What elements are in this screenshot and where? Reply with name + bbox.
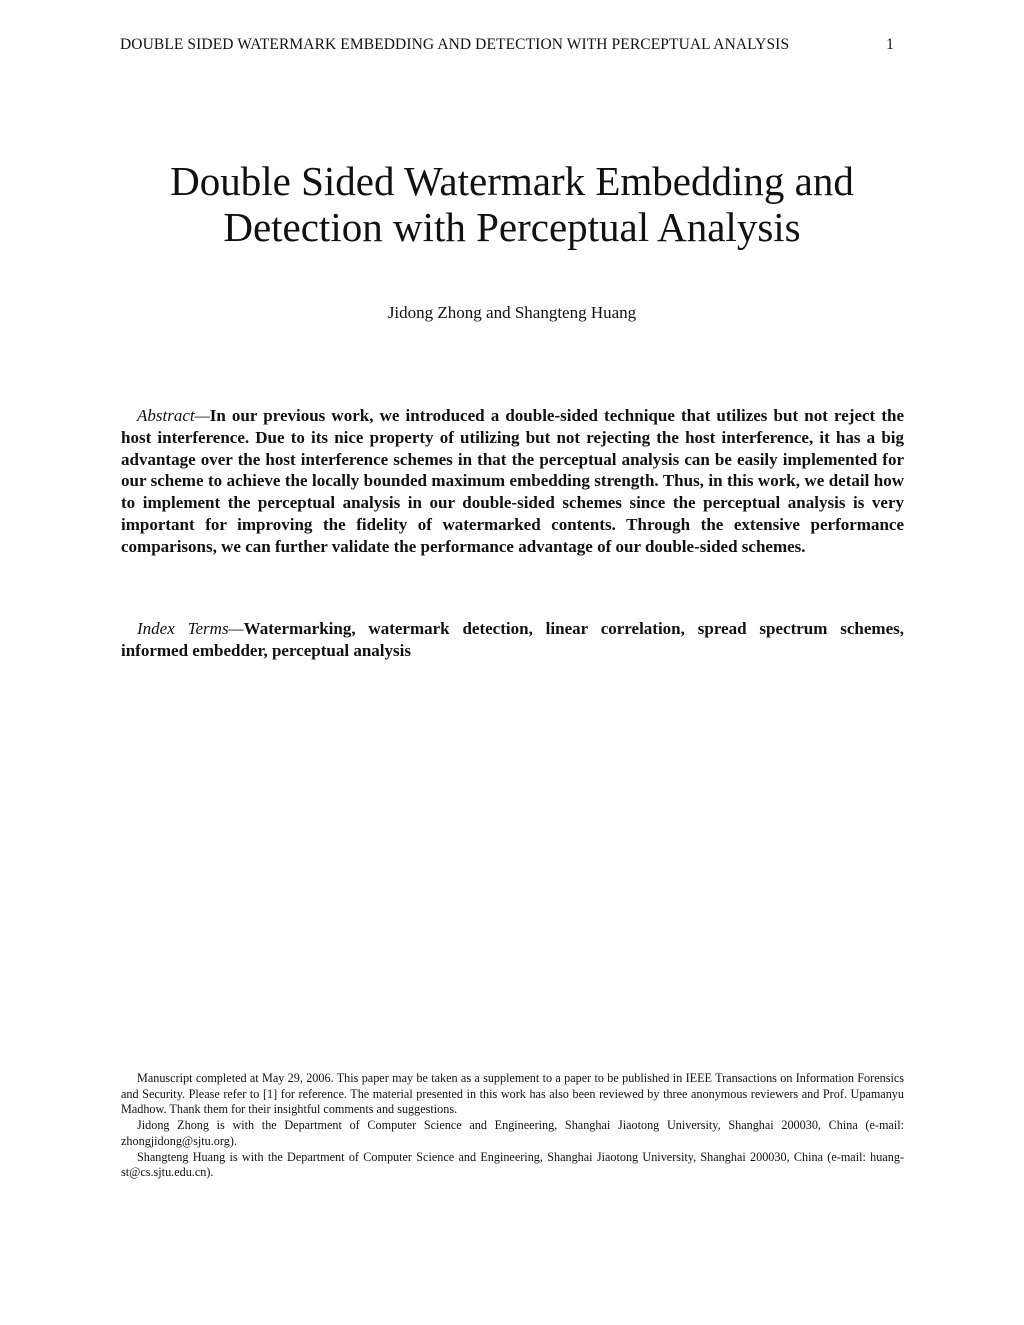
footnote-author-zhong: Jidong Zhong is with the Department of Computer Science and Engineering, Shanghai Jiaotong University, Shanghai 200030, China (e-mail: zhongjidong@sjtu.org). [121, 1118, 904, 1148]
index-terms [121, 618, 904, 662]
abstract-label: Abstract— [137, 406, 210, 425]
footnote-author-huang: Shangteng Huang is with the Department of Computer Science and Engineering, Shanghai Jiaotong University, Shanghai 200030, China (e-mail: huang-st@cs.sjtu.edu.cn). [121, 1149, 904, 1180]
paper-title-line-1: Double Sided Watermark Embedding and [170, 158, 854, 204]
abstract [121, 405, 904, 558]
author-list: Jidong Zhong and Shangteng Huang [387, 303, 637, 322]
abstract-text: In our previous work, we introduced a double-sided technique that utilizes but not reject the host interference. Due to its nice property of utilizing but not rejecting the host interference, it has a big advantage over the host interference schemes in that the perceptual analysis can be easily implemented for our scheme to achieve the locally bounded maximum embedding strength. Thus, in this work, we detail how to implement the perceptual analysis in our double-sided schemes since the perceptual analysis is very important for improving the fidelity of watermarked contents. Through the extensive performance comparisons, we can further validate the performance advantage of our double-sided schemes. [121, 406, 904, 556]
running-head-title: DOUBLE SIDED WATERMARK EMBEDDING AND DETECTION WITH PERCEPTUAL ANALYSIS [120, 36, 790, 53]
paper-title [100, 158, 924, 250]
footnote-manuscript: Manuscript completed at May 29, 2006. This paper may be taken as a supplement to a paper to be published in IEEE Transactions on Information Forensics and Security. Please refer to [1] for reference. The material presented in this work has also been reviewed by three anonymous reviewers and Prof. Upamanyu Madhow. Thank them for their insightful comments and suggestions. [121, 1071, 904, 1117]
footnotes [121, 1071, 904, 1181]
paper-title-line-2: Detection with Perceptual Analysis [223, 204, 801, 250]
page-number: 1 [886, 36, 894, 53]
index-terms-label: Index Terms— [137, 619, 244, 638]
index-terms-text: Watermarking, watermark detection, linear correlation, spread spectrum schemes, informed embedder, perceptual analysis [121, 619, 904, 660]
